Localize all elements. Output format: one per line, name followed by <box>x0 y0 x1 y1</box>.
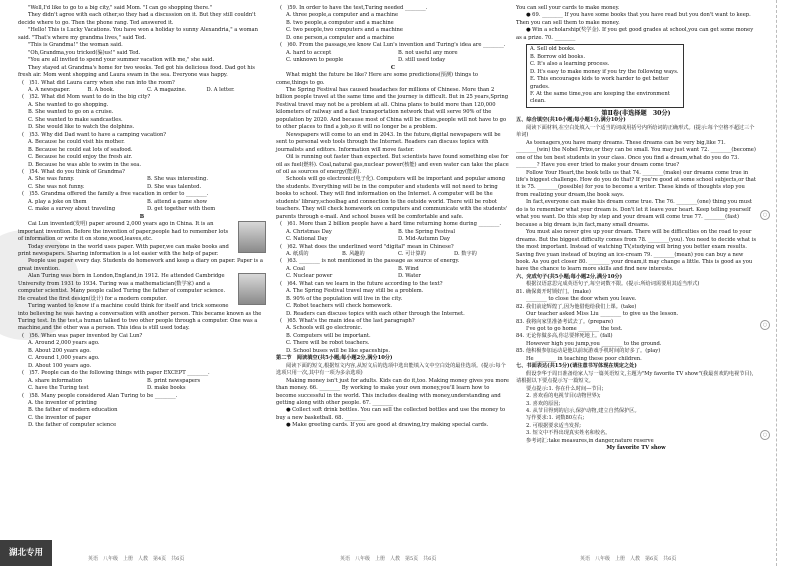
writing-title: My favorite TV show <box>606 445 666 452</box>
passage-paragraph: Alan Turing was born in London,England,in 1912. He attended Cambridge University from 1931 to 1934. Turing was a mathematician(数学家) and a computer scientist. Many people called Turing the father of computer science. He created the first design(设计) for a modern computer. <box>18 273 226 302</box>
option[interactable]: A. the inventor of printing <box>28 400 97 407</box>
passage-paragraph: Oil is running out faster than expected. But scientists have found something else for oil as fuel(燃料). Coal,natural gas,nuclear power(核能) and even water can take the place of oil as sources of energy(能源). <box>276 154 509 175</box>
question-61: ( )61. More than 2 billion people have a hard time returning home during ________. <box>280 221 501 228</box>
cai-lun-portrait <box>238 221 266 253</box>
question-65: ( )65. What's the main idea of the last paragraph? <box>280 318 415 325</box>
options-55 <box>18 199 266 206</box>
option[interactable]: A. 纸质的 <box>286 250 309 257</box>
column-page-6 <box>516 5 756 453</box>
sentence-blank[interactable]: He ________ in teaching these poor children. <box>526 355 642 362</box>
story-paragraph: They stayed at Grandma's home for two weeks. Ted got his delicious food. Dad got his fresh air. Mom went shopping and Laura swam in the sea. Everyone was happy. <box>18 64 255 79</box>
sentence-prompt: 84. 无论你做多高,你总要摔死地上。(fall) <box>516 333 613 340</box>
passage-paragraph: Cai Lun invented(发明) paper around 2,000 years ago in China. It is an important invention. Before the invention of paper,people had to remember lots of information or write it on stone,wood,leaves,etc. <box>18 221 229 243</box>
passage-paragraph: As teenagers,you have many dreams. These dreams can be very big,like 71. ________(win) the Nobel Prize,or they can be small. You may just want 72. ________(become) one of the ten best students in your class. Once you find a dream,what do you do 73. ________? Have you ever tried to make your dream come true? <box>516 139 756 169</box>
option[interactable]: B. Wind <box>398 265 419 272</box>
option[interactable]: D. School buses will be like spaceships. <box>286 347 390 354</box>
options-box <box>526 44 684 108</box>
option[interactable]: B. About 200 years ago. <box>28 347 91 354</box>
page-footer: 英语 八年级 上册 人教 第4页 共6页 <box>88 556 185 562</box>
option[interactable]: C. She wanted to make sandcastles. <box>28 116 123 123</box>
option[interactable]: C. National Day <box>286 236 328 243</box>
option[interactable]: B. the father of modern education <box>28 407 118 414</box>
requirement: 2. 可根据要求适当发挥; <box>526 422 582 429</box>
question-64: ( )64. What can we learn in the future according to the text? <box>280 280 443 287</box>
binding-hole-icon: ○ <box>760 210 770 220</box>
option: A. Sell old books. <box>530 46 576 53</box>
option[interactable]: A. Coal <box>286 265 305 272</box>
sentence-prompt: 85. 他积极参加运动是他以前玩游戏手机时间的好多了。(play) <box>516 348 661 355</box>
option[interactable]: A. hard to accept <box>286 49 332 56</box>
story-paragraph: "You are all invited to spend your summer vacation with me," she said. <box>28 57 215 64</box>
alan-turing-portrait <box>238 273 266 305</box>
page-footer: 英语 八年级 上册 人教 第5页 共6页 <box>340 556 437 562</box>
option[interactable]: A. play a joke on them <box>28 198 87 205</box>
option[interactable]: C. A magazine. <box>147 86 187 93</box>
option[interactable]: A. A newspaper. <box>28 86 71 93</box>
option[interactable]: D. get together with them <box>147 206 216 213</box>
section-directions: 根据汉语意思完成英语句子,每空词数不限。(提示:所给词需要用其适当形式) <box>526 281 700 288</box>
passage-paragraph: Making money isn't just for adults. Kids can do it,too. Making money gives you more than money. 66. ________ By working to make your own money,you'll learn how to become successful in the world. This includes dealing with money,understanding and getting along with other people. 67. ________ <box>276 377 510 407</box>
story-paragraph: They didn't agree with each other,so they had a discussion on it. But they still couldn't decide where to go. Then the phone rang. Ted answered it. <box>18 12 256 26</box>
question-59: ( )59. In order to have the test,Turing needed ________. <box>280 5 428 11</box>
option[interactable]: B. the Spring Festival <box>398 228 456 235</box>
option[interactable]: D. Mid-Autumn Day <box>398 236 450 243</box>
passage-paragraph: ● Collect soft drink bottles. You can sell the collected bottles and use the money to buy a new basketball. 68. ________ <box>276 407 506 421</box>
section-directions: 假设李华于周日准备给家人写一篇英语短文,主题为"My favorite TV show"(我最喜欢的电视节目),请根据以下要点提示写一篇短文。 <box>516 370 754 385</box>
option[interactable]: B. attend a game show <box>147 198 208 205</box>
option[interactable]: C. unknown to people <box>286 57 344 64</box>
passage-paragraph: Follow Your Heart,the book tells us that 74. ________(make) our dreams come true in life's biggest challenge. How do you do that? If you're good at some school subjects,or that it is 75. ________(possible) for you to become a writer. These kinds of thoughts stop you from realizing your dream,the book says. <box>516 169 756 198</box>
region-band: 湖北专用 <box>0 540 52 566</box>
story-paragraph: "This is Grandma!" the woman said. <box>28 42 123 49</box>
part-2-title: 第Ⅱ卷(非选择题 30分) <box>601 109 671 117</box>
option[interactable]: B. A book. <box>87 86 115 93</box>
question-51: ( )51. What did Laura carry when she ran into the room? <box>22 79 175 86</box>
passage-paragraph: You must also never give up your dream. There will be difficulties on the road to your dreams. But the biggest difficulty comes from 78. ________(you). You need to decide what is the most important. Instead of watching TV,studying will bring you better exam results. Saving five yuan instead of buying an ice-cream 79. ________(mean) you can buy a new book. As you get closer 80. ________ your dream,it may change a little. This is good as you have the chance to learn more skills and find new interests. <box>516 229 756 273</box>
option[interactable]: B. Because he could eat lots of seafood. <box>28 146 133 153</box>
option[interactable]: B. 风趣的 <box>342 250 365 257</box>
option[interactable]: C. two people,two computers and a machine <box>286 27 403 34</box>
section-heading: 五、综合填空(共10小题;每小题1分,满分10分) <box>516 117 626 124</box>
option[interactable]: B. She was interesting. <box>147 176 208 183</box>
option[interactable]: B. two people,a computer and a machine <box>286 19 394 26</box>
option[interactable]: C. the inventor of paper <box>28 414 91 421</box>
option[interactable]: C. 可计算的 <box>398 250 426 257</box>
passage-paragraph: ● 69. ________ If you have some books that you have read but you don't want to keep. Then you can sell them to make money. <box>516 12 751 26</box>
option[interactable]: D. Readers can discuss topics with each other through the Internet. <box>286 310 465 317</box>
sentence-prompt: 82. 我们前途辉煌了,因为他借他给我们上课。(take) <box>516 303 637 310</box>
option[interactable]: A. The Spring Festival travel may still be a problem. <box>286 288 424 295</box>
option[interactable]: D. the father of computer science <box>28 422 117 429</box>
requirement: 3. 喜欢的原因; <box>526 400 561 407</box>
binding-line <box>776 0 778 566</box>
option[interactable]: C. There will be robot teachers. <box>286 340 370 347</box>
question-54: ( )54. What do you think of Grandma? <box>22 168 125 175</box>
option[interactable]: D. Because he was able to swim in the sea. <box>28 161 142 168</box>
reference-vocabulary: 参考词汇:take measures,in danger,nature reserve <box>526 437 654 444</box>
options-61 <box>276 236 510 243</box>
option[interactable]: D. still used today <box>398 57 446 64</box>
options-63 <box>276 273 510 280</box>
option[interactable]: D. make books <box>147 385 186 392</box>
question-57: ( )57. People can do the following things with paper EXCEPT ________. <box>22 370 210 377</box>
question-56: ( )56. When was paper invented by Cai Lun? <box>22 332 143 339</box>
passage-paragraph: Turing wanted to know if a machine could think for itself and trick someone into believing he was having a conversation with another person. This became known as the Turing test. In the test,a human talked to two other people through a computer. One was a machine,and the other was a person. This idea is still used today. <box>18 303 262 332</box>
option[interactable]: C. Robot teachers will check homework. <box>286 303 393 310</box>
requirement: 要点提示:1. 你在什么时间—节目; <box>526 385 604 392</box>
options-57 <box>18 378 266 385</box>
options-55 <box>18 206 266 213</box>
option[interactable]: B. print newspapers <box>147 377 201 384</box>
option[interactable]: A. share information <box>28 377 83 384</box>
binding-hole-icon: ○ <box>760 430 770 440</box>
story-paragraph: "Well,I'd like to go to a big city," said Mom. "I can go shopping there." <box>28 5 213 11</box>
option[interactable]: A. Christmas Day <box>286 228 332 235</box>
sentence-prompt: 81. 确保离开时锁好门。(make) <box>516 288 591 295</box>
option[interactable]: B. She wanted to go on a cruise. <box>28 109 114 116</box>
option[interactable]: D. A letter. <box>206 86 235 93</box>
section-heading: 六、完成句子(共5小题;每小题2分,满分10分) <box>516 273 623 280</box>
passage-paragraph: What might the future be like? Here are some predictions(预测) things to come,things to go. <box>276 72 478 86</box>
question-53: ( )53. Why did Dad want to have a camping vacation? <box>22 131 167 138</box>
option[interactable]: C. make a survey about traveling <box>28 206 116 213</box>
passage-paragraph: The Spring Festival has caused headaches for millions of Chinese. More than 2 billion people travel at the same time and the journey is difficult. But in 25 years,Spring Festival travel may not be a problem at all. China plans to build more than 120,000 kilometers of railway and a fast transportation network that will serve 90% of the population by 2020. And because most of China will be cities,people will not have to go to other places to find a job,so it will no longer be a problem. <box>276 86 509 131</box>
option[interactable]: D. 数字的 <box>454 250 477 257</box>
section-label-b: B <box>139 213 145 220</box>
requirement: 4. 从节目得到的启示,保护动物,建立自然保护区。 <box>526 408 640 415</box>
option[interactable]: D. one person,a computer and a machine <box>286 34 395 41</box>
option[interactable]: B. not useful any more <box>398 49 458 56</box>
section-directions: 阅读下面的短文,根据短文内容,从短文后的选项中选出能填入文中空白处的最佳选项。(提示:每个选项只用一次,其中有一项为多余选项) <box>276 362 506 377</box>
section-directions: 阅读下面材料,在空白处填入一个适当的词或用括号内所给词的正确形式。(提示:每个空格不超过三个单词) <box>516 124 755 139</box>
options-60 <box>276 50 510 57</box>
option[interactable]: A. Schools will go electronic. <box>286 325 363 332</box>
question-55: ( )55. Grandma offered the family a free vacation in order to ________. <box>22 191 209 198</box>
passage-paragraph: Today everyone in the world uses paper. With paper,we can make books and print newspapers. Sharing information is a lot easier with the help of paper. <box>18 243 229 257</box>
passage-paragraph: Schools will go electronic(电子化). Computers will be important and popular among the students. Everything will be in the computer and students will not need to bring books to school. They will find information on the Internet. A computer will be the students' library,schoolbag and connection to the outside world. There will be robot teachers. They will check homework on computers and communicate with the students' parents through e-mail. And school buses will be comfortable and safe. <box>276 176 508 220</box>
question-58: ( )58. Many people considered Alan Turing to be ________. <box>22 392 178 399</box>
option[interactable]: A. She wanted to go shopping. <box>28 101 109 108</box>
option[interactable]: D. About 100 years ago. <box>28 362 92 369</box>
option[interactable]: C. have the Turing test <box>28 385 89 392</box>
option[interactable]: B. Computers will be important. <box>286 332 371 339</box>
option[interactable]: C. Because he could enjoy the fresh air. <box>28 154 133 161</box>
binding-hole-icon: ○ <box>760 320 770 330</box>
option: F. At the same time,you are keeping the environment clean. <box>530 90 670 105</box>
section-label-c: C <box>390 64 396 71</box>
option[interactable]: C. Nuclear power <box>286 273 333 280</box>
requirement: 2. 喜欢看的电视节目(动物世界); <box>526 393 601 400</box>
sentence-blank[interactable]: However high you jump,you ________ to the ground. <box>526 340 662 347</box>
options-57 <box>18 385 266 392</box>
passage-paragraph: ● Win a scholarship(奖学金). If you get good grades at school,you can get some money as a prize. 70. ________ <box>516 27 754 41</box>
option[interactable]: A. She was funny. <box>28 176 75 183</box>
story-paragraph: "Oh,Grandma,you tricked(骗)us!" said Ted. <box>28 49 141 56</box>
page-footer: 英语 八年级 上册 人教 第6页 共6页 <box>580 556 677 562</box>
requirement: 3. 短文中不得出现真实姓名和校名。 <box>526 430 611 437</box>
story-paragraph: "Hello! This is Lucky Vacations. You have won a holiday to sunny Alexandria," a woman said. "That's where my grandma lives," said Ted. <box>18 27 258 41</box>
passage-paragraph: Newspapers will come to an end in 2043. In the future,digital newspapers will be sent to personal web tools through the Internet. Readers can discuss topics with journalists and editors. Information will move faster. <box>276 131 501 153</box>
options-61 <box>276 229 510 236</box>
passage-paragraph: ● Make greeting cards. If you are good at drawing,try making special cards. <box>286 422 489 429</box>
question-60: ( )60. From the passage,we know Cai Lun's invention and Turing's idea are ________. <box>280 42 506 49</box>
options-60 <box>276 57 510 64</box>
option: E. This encourages kids to work harder to get better grades. <box>530 76 669 90</box>
option: B. Borrow old books. <box>530 53 585 60</box>
option[interactable]: D. She would like to watch the dolphins. <box>28 124 135 131</box>
column-page-5 <box>276 5 510 430</box>
option[interactable]: A. three people,a computer and a machine <box>286 12 399 19</box>
option[interactable]: C. Around 1,000 years ago. <box>28 355 100 362</box>
passage-paragraph: In fact,everyone can make his dream come true. The 76. ________(one) thing you must do is to remember what your dream is. Don't let it leave your heart. Keep telling yourself what you want. Do this step by step and your dream will come true 77. ________(fast) because a big dream is,in fact,many small dreams. <box>516 199 752 228</box>
sentence-blank[interactable]: Our teacher asked Miss Liu ________ to give us the lesson. <box>526 311 679 318</box>
option[interactable]: D. She was talented. <box>147 183 202 190</box>
passage-paragraph: You can sell your cards to make money. <box>516 5 620 11</box>
requirement: 写作要求:1. 词数80左右; <box>526 415 585 422</box>
option: C. It's also a learning process. <box>530 61 610 68</box>
options-54 <box>18 176 266 183</box>
column-page-4 <box>18 5 266 430</box>
option[interactable]: A. Because he could visit his mother. <box>28 139 125 146</box>
question-63: ( )63. ________ is not mentioned in the passage as source of energy. <box>280 258 460 265</box>
sentence-blank[interactable]: ________ to close the door when you leave. <box>526 296 637 303</box>
option[interactable]: C. She was not funny. <box>28 183 85 190</box>
option[interactable]: B. 90% of the population will live in the city. <box>286 295 403 302</box>
question-62: ( )62. What does the underlined word "digital" mean in Chinese? <box>280 243 454 250</box>
passage-paragraph: People use paper every day. Students do homework and keep a diary on paper. Paper is a great invention. <box>18 258 263 272</box>
question-52: ( )52. What did Mom want to do in the big city? <box>22 94 151 101</box>
section-heading: 七、书面表达(共15分)(请注意书写体现在规定之处) <box>516 363 637 370</box>
option: D. It's easy to make money if you try the following ways. <box>530 68 679 75</box>
sentence-blank[interactable]: I've got to go home ________ the test. <box>526 326 623 333</box>
option[interactable]: A. Around 2,000 years ago. <box>28 340 100 347</box>
section-heading: 第二节 阅读填空(共5小题;每小题2分,满分10分) <box>276 355 393 362</box>
option[interactable]: D. Water <box>398 273 421 280</box>
sentence-prompt: 83. 我将向家里准备考试去了。(prepare) <box>516 318 614 325</box>
options-63 <box>276 266 510 273</box>
